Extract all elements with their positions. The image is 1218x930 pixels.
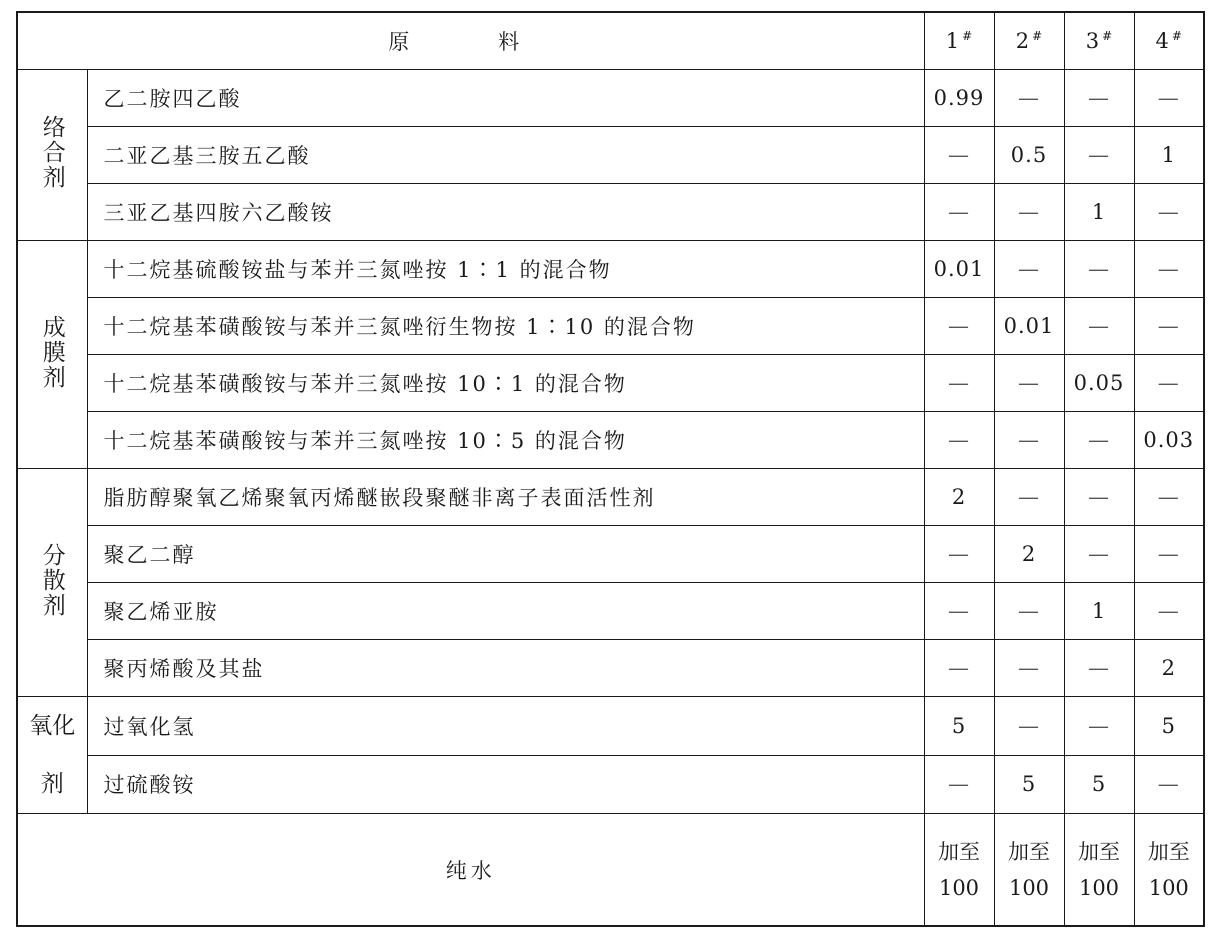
value-cell: — <box>994 355 1064 412</box>
water-value-top: 加至 <box>1078 839 1120 864</box>
category-cell <box>17 469 87 697</box>
category-cell <box>17 241 87 469</box>
water-value-bottom: 100 <box>1148 875 1189 900</box>
water-value-cell <box>924 814 994 927</box>
table-row <box>17 70 1204 127</box>
material-header: 原 料 <box>17 12 924 70</box>
sample-header-2 <box>994 12 1064 70</box>
water-value-cell <box>1064 814 1134 927</box>
value-cell: — <box>924 184 994 241</box>
water-value-top: 加至 <box>1008 839 1050 864</box>
category-cell <box>17 70 87 241</box>
value-cell: — <box>1064 241 1134 298</box>
value-cell: 5 <box>994 755 1064 814</box>
value-cell: — <box>1064 640 1134 697</box>
value-cell: 2 <box>994 526 1064 583</box>
value-cell: — <box>994 469 1064 526</box>
water-label: 纯水 <box>17 814 924 927</box>
water-row <box>17 814 1204 927</box>
value-cell: 5 <box>1064 755 1134 814</box>
value-cell: — <box>1064 697 1134 756</box>
value-cell: 2 <box>1134 640 1204 697</box>
value-cell: 5 <box>924 697 994 756</box>
value-cell: — <box>994 184 1064 241</box>
sample-mark: # <box>1102 29 1113 43</box>
material-name: 十二烷基硫酸铵盐与苯并三氮唑按 1∶1 的混合物 <box>87 241 924 298</box>
value-cell: — <box>1064 469 1134 526</box>
table-row <box>17 412 1204 469</box>
value-cell: — <box>994 412 1064 469</box>
sample-header-3 <box>1064 12 1134 70</box>
water-value-bottom: 100 <box>938 875 980 900</box>
value-cell: 5 <box>1134 697 1204 756</box>
value-cell: — <box>924 355 994 412</box>
sample-number: 2 <box>1015 29 1030 53</box>
value-cell: 1 <box>1134 127 1204 184</box>
value-cell: — <box>924 298 994 355</box>
water-value-top: 加至 <box>938 839 980 864</box>
category-label: 分散剂 <box>38 542 65 618</box>
value-cell: 0.01 <box>994 298 1064 355</box>
value-cell: — <box>994 583 1064 640</box>
material-name: 聚乙二醇 <box>87 526 924 583</box>
sample-number: 3 <box>1085 29 1100 53</box>
value-cell: — <box>1134 755 1204 814</box>
material-name: 过硫酸铵 <box>87 755 924 814</box>
material-name: 二亚乙基三胺五乙酸 <box>87 127 924 184</box>
table-row <box>17 469 1204 526</box>
value-cell: — <box>1134 70 1204 127</box>
value-cell: — <box>924 755 994 814</box>
value-cell: — <box>1134 241 1204 298</box>
sample-mark: # <box>1171 29 1182 43</box>
formulation-table <box>16 11 1205 927</box>
table-row <box>17 184 1204 241</box>
table-row <box>17 127 1204 184</box>
table-row <box>17 583 1204 640</box>
sample-header-4 <box>1134 12 1204 70</box>
value-cell: 1 <box>1064 184 1134 241</box>
value-cell: — <box>924 412 994 469</box>
value-cell: 0.5 <box>994 127 1064 184</box>
water-value-top: 加至 <box>1147 839 1190 864</box>
value-cell: 0.01 <box>924 241 994 298</box>
value-cell: 2 <box>924 469 994 526</box>
value-cell: — <box>924 583 994 640</box>
value-cell: — <box>1134 298 1204 355</box>
value-cell: 1 <box>1064 583 1134 640</box>
table-row <box>17 241 1204 298</box>
value-cell: — <box>1134 583 1204 640</box>
water-value-bottom: 100 <box>1008 875 1050 900</box>
table-row <box>17 640 1204 697</box>
water-value-cell <box>1134 814 1204 927</box>
value-cell: — <box>924 127 994 184</box>
value-cell: 0.03 <box>1134 412 1204 469</box>
value-cell: — <box>1134 355 1204 412</box>
sample-header-1 <box>924 12 994 70</box>
value-cell: — <box>1064 70 1134 127</box>
value-cell: — <box>994 241 1064 298</box>
table-row <box>17 298 1204 355</box>
water-value-bottom: 100 <box>1078 875 1120 900</box>
value-cell: — <box>1134 184 1204 241</box>
table-row <box>17 755 1204 814</box>
value-cell: — <box>1134 469 1204 526</box>
category-label: 氧化剂 <box>29 713 76 797</box>
material-name: 脂肪醇聚氧乙烯聚氧丙烯醚嵌段聚醚非离子表面活性剂 <box>87 469 924 526</box>
value-cell: — <box>1064 526 1134 583</box>
value-cell: 0.99 <box>924 70 994 127</box>
value-cell: — <box>1064 298 1134 355</box>
value-cell: — <box>994 70 1064 127</box>
value-cell: — <box>924 526 994 583</box>
value-cell: — <box>924 640 994 697</box>
value-cell: — <box>1064 412 1134 469</box>
material-name: 十二烷基苯磺酸铵与苯并三氮唑衍生物按 1∶10 的混合物 <box>87 298 924 355</box>
category-cell <box>17 697 87 814</box>
sample-number: 1 <box>945 29 960 53</box>
value-cell: — <box>994 640 1064 697</box>
value-cell: 0.05 <box>1064 355 1134 412</box>
material-name: 十二烷基苯磺酸铵与苯并三氮唑按 10∶5 的混合物 <box>87 412 924 469</box>
value-cell: — <box>994 697 1064 756</box>
material-name: 三亚乙基四胺六乙酸铵 <box>87 184 924 241</box>
table-row <box>17 697 1204 756</box>
header-row <box>17 12 1204 70</box>
value-cell: — <box>1134 526 1204 583</box>
value-cell: — <box>1064 127 1134 184</box>
category-label: 络合剂 <box>38 115 65 190</box>
table-row <box>17 526 1204 583</box>
sample-mark: # <box>1032 29 1043 43</box>
material-name: 乙二胺四乙酸 <box>87 70 924 127</box>
material-name: 聚丙烯酸及其盐 <box>87 640 924 697</box>
material-name: 十二烷基苯磺酸铵与苯并三氮唑按 10∶1 的混合物 <box>87 355 924 412</box>
sample-mark: # <box>962 29 973 43</box>
material-name: 过氧化氢 <box>87 697 924 756</box>
category-label: 成膜剂 <box>38 314 65 390</box>
sample-number: 4 <box>1155 29 1169 53</box>
table-row <box>17 355 1204 412</box>
material-name: 聚乙烯亚胺 <box>87 583 924 640</box>
water-value-cell <box>994 814 1064 927</box>
